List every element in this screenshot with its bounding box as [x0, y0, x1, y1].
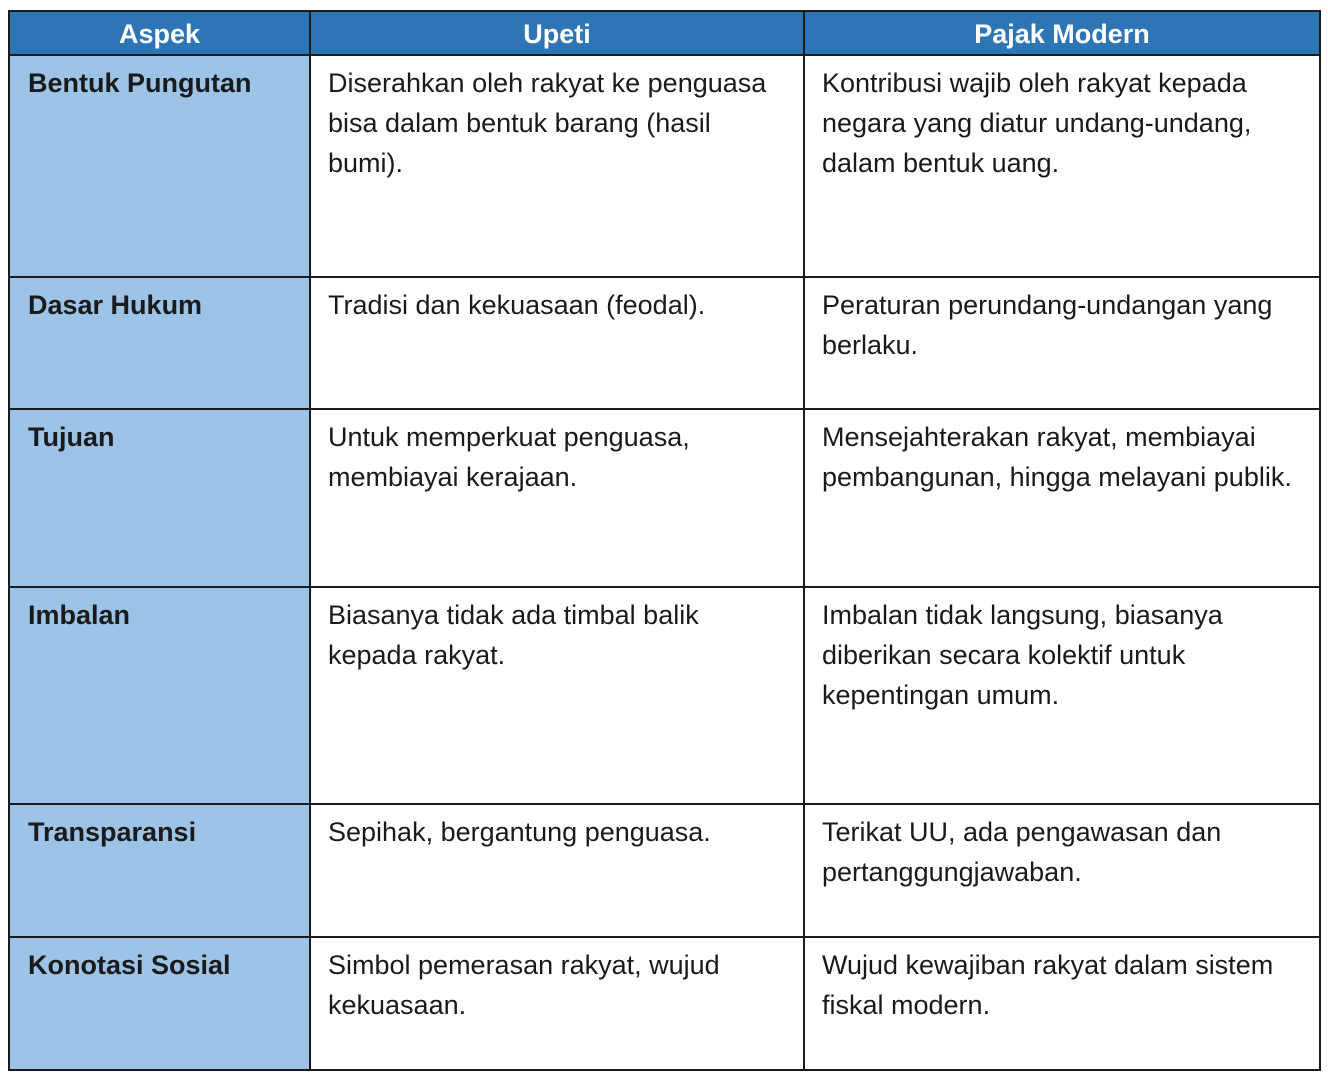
pajak-cell: Mensejahterakan rakyat, membiayai pembangunan, hingga melayani publik. [804, 409, 1320, 587]
header-aspek: Aspek [9, 11, 310, 55]
aspect-cell: Tujuan [9, 409, 310, 587]
upeti-cell: Biasanya tidak ada timbal balik kepada rakyat. [310, 587, 804, 804]
upeti-cell: Diserahkan oleh rakyat ke penguasa bisa dalam bentuk barang (hasil bumi). [310, 55, 804, 277]
upeti-cell: Sepihak, bergantung penguasa. [310, 804, 804, 937]
table-row [9, 277, 1320, 409]
aspect-cell: Dasar Hukum [9, 277, 310, 409]
table-row [9, 409, 1320, 587]
table-row [9, 55, 1320, 277]
pajak-cell: Imbalan tidak langsung, biasanya diberikan secara kolektif untuk kepentingan umum. [804, 587, 1320, 804]
header-upeti: Upeti [310, 11, 804, 55]
comparison-table-container [8, 10, 1319, 1071]
upeti-cell: Untuk memperkuat penguasa, membiayai kerajaan. [310, 409, 804, 587]
aspect-cell: Bentuk Pungutan [9, 55, 310, 277]
comparison-table [8, 10, 1321, 1071]
table-row [9, 804, 1320, 937]
aspect-cell: Imbalan [9, 587, 310, 804]
table-row [9, 587, 1320, 804]
pajak-cell: Wujud kewajiban rakyat dalam sistem fiskal modern. [804, 937, 1320, 1070]
pajak-cell: Kontribusi wajib oleh rakyat kepada negara yang diatur undang-undang, dalam bentuk uang. [804, 55, 1320, 277]
pajak-cell: Peraturan perundang-undangan yang berlaku. [804, 277, 1320, 409]
upeti-cell: Simbol pemerasan rakyat, wujud kekuasaan. [310, 937, 804, 1070]
aspect-cell: Konotasi Sosial [9, 937, 310, 1070]
upeti-cell: Tradisi dan kekuasaan (feodal). [310, 277, 804, 409]
aspect-cell: Transparansi [9, 804, 310, 937]
header-row [9, 11, 1320, 55]
pajak-cell: Terikat UU, ada pengawasan dan pertanggungjawaban. [804, 804, 1320, 937]
header-pajak-modern: Pajak Modern [804, 11, 1320, 55]
table-row [9, 937, 1320, 1070]
